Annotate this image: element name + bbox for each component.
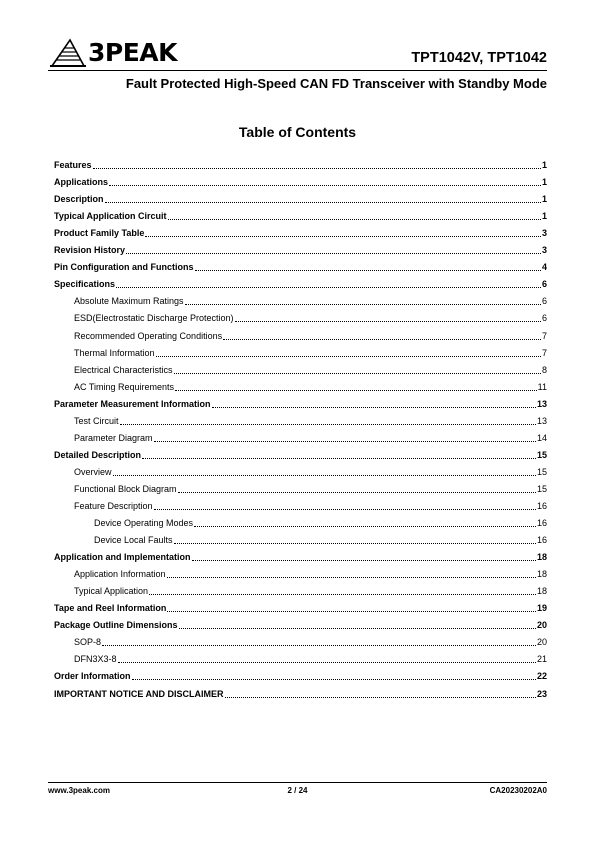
footer-doc-code: CA20230202A0 xyxy=(489,786,547,795)
toc-entry-page: 1 xyxy=(541,160,547,171)
toc-entry-page: 1 xyxy=(541,177,547,188)
toc-entry-page: 4 xyxy=(541,262,547,273)
toc-entry-title: Description xyxy=(54,194,104,205)
toc-entry[interactable] xyxy=(54,444,547,461)
toc-entry-page: 23 xyxy=(536,688,547,699)
toc-leader-dots xyxy=(174,543,536,544)
toc-entry-page: 21 xyxy=(536,654,547,665)
toc-entry[interactable] xyxy=(54,563,547,580)
toc-leader-dots xyxy=(113,475,536,476)
toc-entry-page: 6 xyxy=(541,313,547,324)
toc-entry-title: Parameter Diagram xyxy=(74,432,153,443)
toc-leader-dots xyxy=(118,662,536,663)
toc-leader-dots xyxy=(175,390,537,391)
toc-entry[interactable] xyxy=(54,239,547,256)
toc-entry-title: Functional Block Diagram xyxy=(74,483,177,494)
company-logo xyxy=(50,38,177,68)
document-subtitle: Fault Protected High-Speed CAN FD Transceiver with Standby Mode xyxy=(125,76,547,91)
toc-entry-page: 18 xyxy=(536,552,547,563)
toc-leader-dots xyxy=(223,339,541,340)
toc-entry[interactable] xyxy=(54,376,547,393)
toc-entry[interactable] xyxy=(54,495,547,512)
toc-entry[interactable] xyxy=(54,478,547,495)
toc-entry-title: ESD(Electrostatic Discharge Protection) xyxy=(74,313,234,324)
toc-leader-dots xyxy=(195,270,541,271)
toc-entry[interactable] xyxy=(54,359,547,376)
toc-entry-title: Product Family Table xyxy=(54,228,145,239)
footer-website: www.3peak.com xyxy=(48,786,110,795)
toc-entry-title: Thermal Information xyxy=(74,347,155,358)
toc-entry[interactable] xyxy=(54,461,547,478)
toc-entry-page: 13 xyxy=(536,398,547,409)
toc-entry[interactable] xyxy=(54,427,547,444)
toc-entry[interactable] xyxy=(54,171,547,188)
toc-entry-title: Typical Application xyxy=(74,586,149,597)
toc-leader-dots xyxy=(156,356,541,357)
footer-divider xyxy=(48,782,547,783)
toc-entry-title: Absolute Maximum Ratings xyxy=(74,296,184,307)
toc-entry[interactable] xyxy=(54,682,547,699)
header-divider xyxy=(48,70,547,71)
toc-entry[interactable] xyxy=(54,154,547,171)
toc-entry[interactable] xyxy=(54,512,547,529)
toc-leader-dots xyxy=(235,321,541,322)
toc-entry[interactable] xyxy=(54,393,547,410)
toc-entry-title: Feature Description xyxy=(74,500,153,511)
toc-entry[interactable] xyxy=(54,631,547,648)
toc-entry-page: 16 xyxy=(536,518,547,529)
toc-entry-title: Device Local Faults xyxy=(94,535,173,546)
toc-entry-title: SOP-8 xyxy=(74,637,102,648)
toc-entry[interactable] xyxy=(54,546,547,563)
toc-entry[interactable] xyxy=(54,648,547,665)
toc-entry-page: 6 xyxy=(541,279,547,290)
toc-entry-page: 11 xyxy=(537,381,547,392)
toc-entry[interactable] xyxy=(54,665,547,682)
toc-entry-page: 16 xyxy=(536,500,547,511)
toc-title: Table of Contents xyxy=(238,124,357,140)
toc-entry-title: Electrical Characteristics xyxy=(74,364,173,375)
toc-entry[interactable] xyxy=(54,580,547,597)
toc-entry-page: 7 xyxy=(541,347,547,358)
toc-entry-page: 18 xyxy=(536,586,547,597)
toc-entry-title: Application and Implementation xyxy=(54,552,191,563)
toc-entry[interactable] xyxy=(54,307,547,324)
toc-entry-title: Typical Application Circuit xyxy=(54,211,167,222)
toc-entry-title: Parameter Measurement Information xyxy=(54,398,211,409)
toc-leader-dots xyxy=(179,628,536,629)
toc-entry-title: Pin Configuration and Functions xyxy=(54,262,194,273)
toc-entry-page: 15 xyxy=(536,466,547,477)
toc-entry-title: Order Information xyxy=(54,671,131,682)
toc-entry-page: 18 xyxy=(536,569,547,580)
toc-entry[interactable] xyxy=(54,222,547,239)
toc-entry[interactable] xyxy=(54,410,547,427)
toc-entry[interactable] xyxy=(54,205,547,222)
toc-leader-dots xyxy=(185,304,541,305)
part-numbers: TPT1042V, TPT1042 xyxy=(411,50,547,66)
footer-page-number: 2 / 24 xyxy=(287,786,308,795)
toc-entry-page: 8 xyxy=(541,364,547,375)
toc-entry-title: DFN3X3-8 xyxy=(74,654,117,665)
logo-wordmark: 3PEAK xyxy=(88,38,178,67)
toc-leader-dots xyxy=(116,287,541,288)
toc-leader-dots xyxy=(120,424,536,425)
toc-entry-page: 20 xyxy=(536,620,547,631)
toc-entry-title: Recommended Operating Conditions xyxy=(74,330,223,341)
toc-leader-dots xyxy=(145,236,541,237)
toc-entry-title: AC Timing Requirements xyxy=(74,381,175,392)
toc-leader-dots xyxy=(178,492,536,493)
toc-entry-title: Features xyxy=(54,160,92,171)
toc-entry[interactable] xyxy=(54,529,547,546)
toc-leader-dots xyxy=(154,509,536,510)
toc-entry-page: 7 xyxy=(541,330,547,341)
toc-entry[interactable] xyxy=(54,256,547,273)
toc-entry[interactable] xyxy=(54,188,547,205)
toc-leader-dots xyxy=(154,441,536,442)
toc-entry-page: 15 xyxy=(536,449,547,460)
toc-entry-title: Applications xyxy=(54,177,109,188)
toc-leader-dots xyxy=(194,526,536,527)
toc-entry-page: 16 xyxy=(536,535,547,546)
toc-entry-title: Application Information xyxy=(74,569,166,580)
table-of-contents xyxy=(54,154,547,700)
toc-leader-dots xyxy=(132,679,536,680)
toc-entry-title: Device Operating Modes xyxy=(94,518,194,529)
toc-leader-dots xyxy=(212,407,536,408)
mountain-logo-icon xyxy=(50,38,86,68)
toc-leader-dots xyxy=(126,253,541,254)
toc-leader-dots xyxy=(102,645,536,646)
toc-entry-page: 14 xyxy=(536,432,547,443)
toc-leader-dots xyxy=(167,577,536,578)
toc-entry-title: Detailed Description xyxy=(54,449,142,460)
toc-entry-title: Overview xyxy=(74,466,112,477)
toc-entry-page: 3 xyxy=(541,228,547,239)
toc-entry[interactable] xyxy=(54,342,547,359)
toc-entry-page: 3 xyxy=(541,245,547,256)
toc-entry[interactable] xyxy=(54,597,547,614)
toc-entry-page: 15 xyxy=(536,483,547,494)
toc-entry[interactable] xyxy=(54,273,547,290)
toc-entry-title: IMPORTANT NOTICE AND DISCLAIMER xyxy=(54,688,224,699)
toc-leader-dots xyxy=(93,168,541,169)
toc-leader-dots xyxy=(167,611,536,612)
toc-entry-page: 19 xyxy=(536,603,547,614)
toc-entry-title: Test Circuit xyxy=(74,415,119,426)
toc-leader-dots xyxy=(174,373,541,374)
toc-leader-dots xyxy=(168,219,541,220)
toc-leader-dots xyxy=(109,185,541,186)
toc-entry-page: 22 xyxy=(536,671,547,682)
toc-entry-page: 6 xyxy=(541,296,547,307)
toc-entry[interactable] xyxy=(54,324,547,341)
toc-leader-dots xyxy=(225,697,536,698)
toc-entry-page: 20 xyxy=(536,637,547,648)
toc-entry-title: Package Outline Dimensions xyxy=(54,620,178,631)
toc-entry-page: 13 xyxy=(536,415,547,426)
toc-leader-dots xyxy=(192,560,536,561)
toc-entry-page: 1 xyxy=(541,211,547,222)
toc-leader-dots xyxy=(149,594,536,595)
toc-entry-title: Tape and Reel Information xyxy=(54,603,167,614)
toc-entry[interactable] xyxy=(54,290,547,307)
toc-entry-page: 1 xyxy=(541,194,547,205)
toc-leader-dots xyxy=(105,202,541,203)
toc-entry-title: Revision History xyxy=(54,245,126,256)
toc-entry[interactable] xyxy=(54,614,547,631)
toc-leader-dots xyxy=(142,458,536,459)
toc-entry-title: Specifications xyxy=(54,279,116,290)
